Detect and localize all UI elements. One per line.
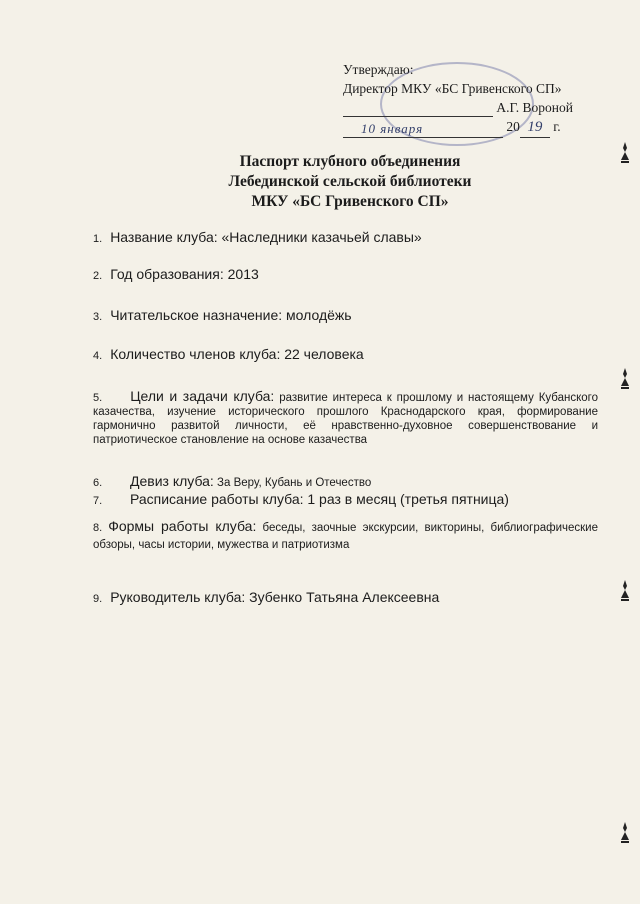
signature-blank (343, 102, 493, 117)
item-number: 6. (93, 477, 103, 489)
item-schedule (93, 491, 598, 507)
binding-hole-icon (620, 580, 630, 602)
item-text: Название клуба: «Наследники казачьей славы» (110, 229, 422, 245)
item-text: развитие интереса к прошлому и настоящему Кубанского казачества, изучение исторического прошлого Краснодарского края, формирование гармонично развитой личности, её нравственно-духовное совершенствование и патриотическое становление на основе казачества (93, 392, 598, 446)
handwritten-date: 10 января (361, 121, 424, 136)
item-number: 2. (93, 270, 103, 282)
document-title (0, 152, 640, 212)
item-text: Расписание работы клуба: 1 раз в месяц (третья пятница) (130, 491, 509, 507)
item-founded-year (93, 266, 259, 285)
item-text: Руководитель клуба: Зубенко Татьяна Алексеевна (110, 589, 440, 605)
approval-signer: А.Г. Вороной (496, 100, 573, 115)
year-end: г. (553, 119, 561, 134)
item-number: 5. (93, 392, 103, 404)
binding-hole-icon (620, 142, 630, 164)
item-number: 1. (93, 233, 103, 245)
approval-date-line (343, 117, 613, 138)
item-number: 7. (93, 495, 103, 507)
item-text: Год образования: 2013 (110, 266, 259, 282)
item-label: Девиз клуба: (130, 473, 214, 489)
item-number: 4. (93, 350, 103, 362)
item-number: 8. (93, 522, 103, 534)
approval-heading: Утверждаю: (343, 62, 414, 77)
year-handwritten: 19 (520, 118, 550, 138)
title-line-1: Паспорт клубного объединения (239, 153, 461, 170)
year-prefix: 20 (506, 119, 520, 134)
item-label: Формы работы клуба: (108, 518, 257, 534)
title-line-2: Лебединской сельской библиотеки (228, 173, 472, 190)
approval-signature-line (343, 98, 613, 117)
item-goals (93, 389, 598, 447)
item-text: Количество членов клуба: 22 человека (110, 346, 364, 362)
item-club-name (93, 229, 422, 248)
item-work-forms (93, 518, 598, 554)
binding-hole-icon (620, 822, 630, 844)
approval-position: Директор МКУ «БС Гривенского СП» (343, 81, 562, 96)
item-member-count (93, 346, 364, 365)
item-motto (93, 473, 598, 489)
item-club-leader (93, 589, 439, 608)
item-number: 3. (93, 311, 103, 323)
item-text: За Веру, Кубань и Отечество (217, 477, 372, 489)
approval-block (343, 60, 613, 138)
item-label: Цели и задачи клуба: (130, 388, 275, 404)
binding-hole-icon (620, 368, 630, 390)
title-line-3: МКУ «БС Гривенского СП» (251, 193, 449, 210)
item-text: Читательское назначение: молодёжь (110, 307, 352, 323)
date-blank (343, 123, 503, 138)
item-audience (93, 307, 352, 326)
item-number: 9. (93, 593, 103, 605)
item-text: беседы, заочные экскурсии, викторины, библиографические обзоры, часы истории, мужества и патриотизма (93, 522, 598, 551)
